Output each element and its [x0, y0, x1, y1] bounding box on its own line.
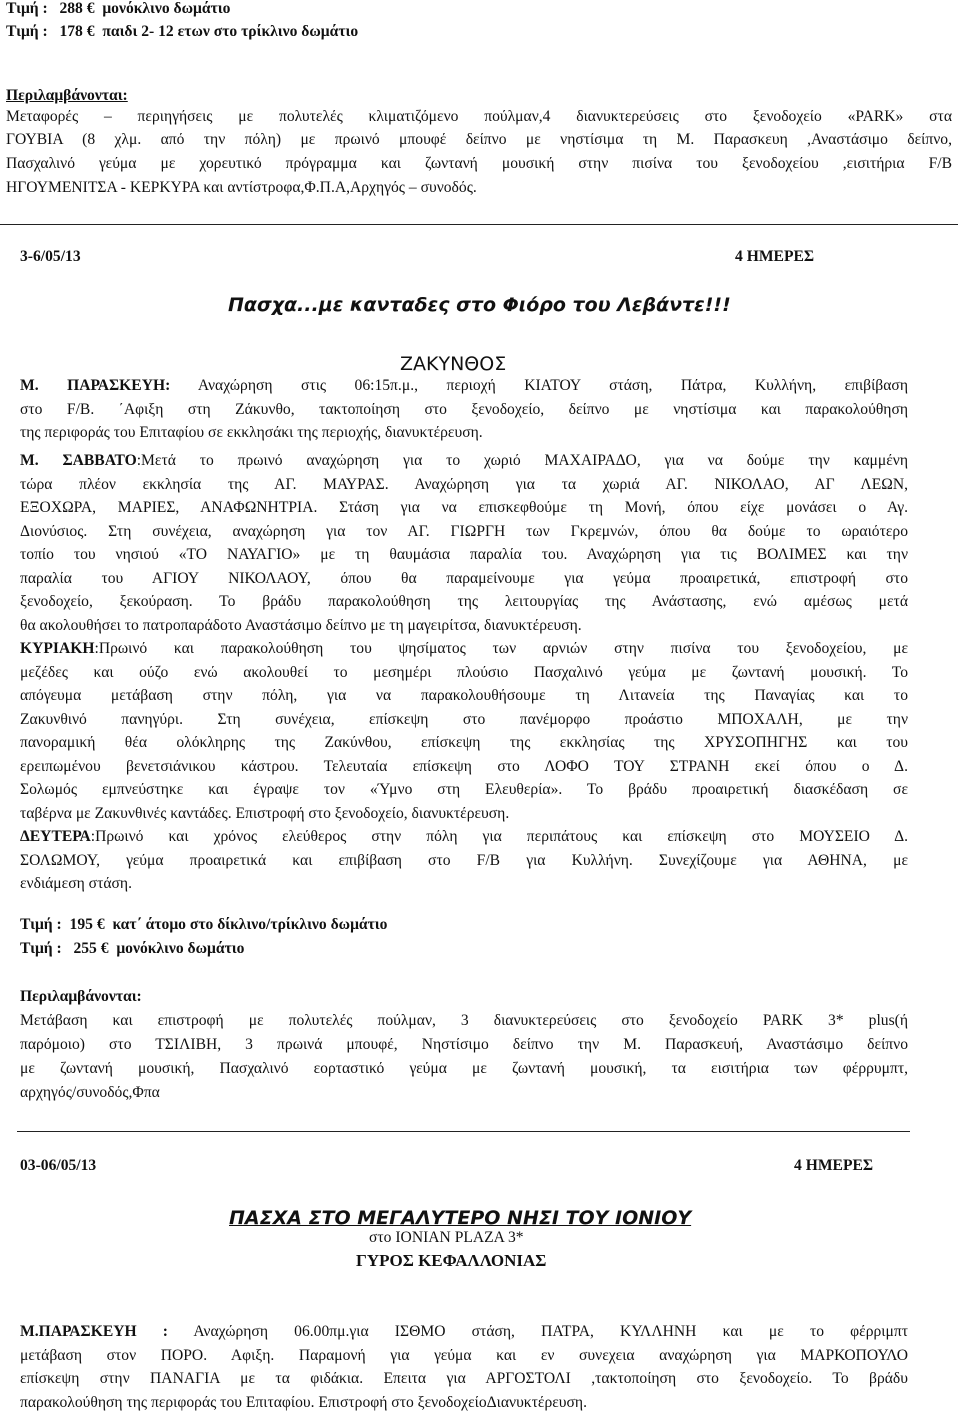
price-description: μονόκλινο δωμάτιο [116, 940, 245, 957]
itinerary-text: Αναχώρηση 06.00πμ.για ΙΣΘΜΟ στάση, ΠΑΤΡΑ, ΚΥΛΛΗΝΗ και με το φέρριμπτ [168, 1323, 908, 1340]
itinerary-line [20, 687, 908, 705]
price-description: κατ΄ άτομο στο δίκλινο/τρίκλινο δωμάτιο [112, 916, 388, 933]
section-divider [0, 224, 958, 225]
tour3-hotel: στο IONIAN PLAZA 3* [369, 1229, 524, 1246]
itinerary-text: μεζέδες και ούζο ενώ ακολουθεί το μεσημέρι πλούσιο Πασχαλινό γεύμα με ζωντανή μουσική. Το [20, 663, 908, 681]
itinerary-line [20, 401, 908, 419]
day-label: Μ.ΠΑΡΑΣΚΕΥΗ : [20, 1323, 168, 1340]
price-amount: 288 € [59, 0, 95, 17]
itinerary-line [20, 781, 908, 799]
itinerary-text: ερειπωμένου βενετσιάνικου κάστρου. Τελευταία επίσκεψη στο ΛΟΦΟ ΤΟΥ ΣΤΡΑΝΗ εκεί όπου ο Δ. [20, 757, 908, 775]
itinerary-line [20, 640, 908, 658]
itinerary-text: ΣΟΛΩΜΟΥ, γεύμα προαιρετικά και επιβίβαση στο F/B για Κυλλήνη. Συνεχίζουμε για ΑΘΗΝΑ, με [20, 851, 908, 869]
itinerary-line [20, 828, 908, 846]
itinerary-text: ΕΞΟΧΩΡΑ, ΜΑΡΙΕΣ, ΑΝΑΦΩΝΗΤΡΙΑ. Στάση για να επισκεφθούμε τη Μονή, όπου είχε μονάσει ο Αγ. [20, 499, 908, 516]
itinerary-text: Αναχώρηση στις 06:15π.μ., περιοχή ΚΙΑΤΟΥ στάση, Πάτρα, Κυλλήνη, επιβίβαση [170, 377, 908, 394]
tour2-includes-line: με ζωντανή μουσική, Πασχαλινό εορταστικό γεύμα με ζωντανή μουσική, τα εισιτήρια των φέρρυμπτ, [20, 1060, 908, 1077]
itinerary-text: :Πρωινό και παρακολούθηση του ψησίματος των αρνιών στην πισίνα του ξενοδοχείου, με [94, 640, 908, 657]
tour3-duration: 4 ΗΜΕΡΕΣ [794, 1157, 874, 1174]
itinerary-text: απόγευμα μετάβαση στην πόλη, για να παρακολουθήσουμε τη Λιτανεία της Παναγίας και το [20, 687, 908, 704]
day-label: ΔΕΥΤΕΡΑ [20, 828, 91, 845]
itinerary-text: επίσκεψη στην ΠΑΝΑΓΙΑ με τα φιδάκια. Επειτα για ΑΡΓΟΣΤΟΛΙ ,τακτοποίηση στο ξενοδοχείο. Το βράδυ [20, 1370, 908, 1387]
tour3-dates: 03-06/05/13 [20, 1157, 97, 1174]
section-divider [17, 1131, 910, 1132]
itinerary-text: τώρα πλέον εκκλησία της ΑΓ. ΜΑΥΡΑΣ. Αναχώρηση για τα χωριά ΑΓ. ΝΙΚΟΛΑΟ, ΑΓ ΛΕΩΝ, [20, 475, 908, 493]
tour3-subtitle: ΓΥΡΟΣ ΚΕΦΑΛΛΟΝΙΑΣ [356, 1251, 547, 1270]
itinerary-line [20, 570, 908, 588]
itinerary-line [20, 711, 908, 729]
itinerary-text: Ζακυνθινό πανηγύρι. Στη συνέχεια, επίσκεψη στο πανέμορφο προάστιο ΜΠΟΧΑΛΗ, με την [20, 710, 908, 728]
tour2-title: Πασχα...με κανταδες στο Φιόρο του Λεβάντε!!! [228, 294, 731, 316]
itinerary-line [20, 758, 908, 776]
itinerary-text: Σολωμός εμπνεύστηκε και έγραψε τον «Ύμνο στη Ελευθερία». Το βράδυ προαιρετική διασκέδαση σε [20, 781, 908, 798]
itinerary-text: τοπίο του νησιού «ΤΟ ΝΑΥΑΓΙΟ» με τη θαυμάσια παραλία του. Αναχώρηση για τις ΒΟΛΙΜΕΣ και την [20, 546, 908, 563]
tour1-includes-line: Πασχαλινό γεύμα με χορευτικό πρόγραμμα και ζωντανή μουσική στην πισίνα του ξενοδοχείου ,εισιτήρια F/B [6, 155, 952, 172]
itinerary-line [20, 1323, 908, 1341]
tour1-includes-label: Περιλαμβάνονται: [6, 87, 128, 104]
itinerary-text: στο F/B. ΄Αφιξη στη Ζάκυνθο, τακτοποίηση στο ξενοδοχείο, δείπνο με νηστίσιμα και παρακολούθηση [20, 400, 908, 418]
itinerary-line [20, 852, 908, 870]
itinerary-line [20, 523, 908, 541]
itinerary-line [20, 499, 908, 517]
itinerary-line [20, 1394, 908, 1412]
itinerary-text: θα ακολουθήσει το πατροπαράδοτο Αναστάσιμο δείπνο με τη μαγειρίτσα, διανυκτέρευση. [20, 616, 582, 634]
itinerary-line [20, 593, 908, 611]
tour1-includes-line: ΓΟΥΒΙΑ (8 χλμ. από την πόλη) με πρωινό μπουφέ δείπνο με νηστίσιμα τη Μ. Παρασκευη ,Αναστάσιμο δείπνο, [6, 131, 952, 148]
tour2-includes-line: παρόμοιο) στο ΤΣΙΛΙΒΗ, 3 πρωινά μπουφέ, Νηστίσιμο δείπνο την Μ. Παρασκευή, Αναστάσιμο δείπνο [20, 1036, 908, 1053]
itinerary-line [20, 805, 908, 823]
tour3-title: ΠΑΣΧΑ ΣΤΟ ΜΕΓΑΛΥΤΕΡΟ ΝΗΣΙ ΤΟΥ ΙΟΝΙΟΥ [229, 1207, 692, 1229]
tour1-price-line-2 [6, 23, 358, 41]
itinerary-line [20, 617, 908, 635]
itinerary-line [20, 546, 908, 564]
itinerary-text: ενδιάμεση στάση. [20, 875, 132, 892]
tour2-includes-label: Περιλαμβάνονται: [20, 988, 142, 1005]
tour2-price-line-2 [20, 940, 244, 958]
price-prefix: Τιμή : [6, 23, 48, 40]
itinerary-text: ξενοδοχείο, ξεκούραση. Το βράδυ παρακολούθηση της λειτουργίας της Ανάστασης, ενώ αμέσως μετά [20, 593, 908, 610]
tour1-includes-line: ΗΓΟΥΜΕΝΙΤΣΑ - ΚΕΡΚΥΡΑ και αντίστροφα,Φ.Π.Α,Αρχηγός – συνοδός. [6, 179, 477, 196]
day-label: Μ. ΠΑΡΑΣΚΕΥΗ: [20, 377, 171, 394]
itinerary-text: της περιφοράς του Επιταφίου σε εκκλησάκι της περιοχής, διανυκτέρευση. [20, 424, 483, 441]
itinerary-line [20, 476, 908, 494]
tour1-price-line-1 [6, 0, 230, 18]
price-amount: 178 € [59, 23, 95, 40]
price-description: παιδι 2- 12 ετων στο τρίκλινο δωμάτιο [102, 23, 359, 40]
price-amount: 195 € [69, 916, 105, 933]
itinerary-line [20, 424, 908, 442]
itinerary-text: :Πρωινό και χρόνος ελεύθερος στην πόλη για περιπάτους και επίσκεψη στο ΜΟΥΣΕΙΟ Δ. [90, 828, 908, 845]
price-prefix: Τιμή : [20, 916, 62, 933]
tour2-price-line-1 [20, 916, 387, 934]
itinerary-text: παρακολούθηση της περιφοράς του Επιταφίου. Επιστροφή στο ξενοδοχείοΔιανυκτέρευση. [20, 1393, 587, 1411]
itinerary-text: ταβέρνα με Ζακυνθινές καντάδες. Επιστροφή στο ξενοδοχείο, διανυκτέρευση. [20, 804, 510, 822]
tour2-includes-line: Μετάβαση και επιστροφή με πολυτελές πούλμαν, 3 διανυκτερεύσεις στο ξενοδοχείο PARK 3* plus(ή [20, 1012, 908, 1029]
itinerary-text: :Μετά το πρωινό αναχώρηση για το χωριό ΜΑΧΑΙΡΑΔΟ, για να δούμε την καμμένη [136, 452, 908, 469]
day-label: ΚΥΡΙΑΚΗ [20, 640, 95, 657]
itinerary-text: πανοραμική θέα ολόκληρης της Ζακύνθου, επίσκεψη της εκκλησίας της ΧΡΥΣΟΠΗΓΗΣ και του [20, 734, 908, 751]
price-description: μονόκλινο δωμάτιο [102, 0, 231, 17]
itinerary-line [20, 1370, 908, 1388]
tour2-destination: ΖΑΚΥΝΘΟΣ [400, 353, 507, 375]
price-amount: 255 € [73, 940, 109, 957]
itinerary-line [20, 452, 908, 470]
day-label: Μ. ΣΑΒΒΑΤΟ [20, 452, 137, 469]
tour2-dates: 3-6/05/13 [20, 248, 81, 265]
itinerary-line [20, 377, 908, 395]
itinerary-line [20, 875, 908, 893]
tour1-includes-line: Μεταφορές – περιηγήσεις με πολυτελές κλιματιζόμενο πούλμαν,4 διανυκτερεύσεις στο ξενοδοχείο «PARK» στα [6, 108, 952, 125]
itinerary-text: μετάβαση στον ΠΟΡΟ. Αφιξη. Παραμονή για γεύμα και εν συνεχεια αναχώρηση για ΜΑΡΚΟΠΟΥΛΟ [20, 1346, 908, 1364]
price-prefix: Τιμή : [20, 940, 62, 957]
itinerary-line [20, 734, 908, 752]
itinerary-line [20, 664, 908, 682]
itinerary-text: παραλία του ΑΓΙΟΥ ΝΙΚΟΛΑΟΥ, όπου θα παραμείνουμε για γεύμα προαιρετικά, επιστροφή στο [20, 569, 908, 587]
tour2-includes-line: αρχηγός/συνοδός,Φπα [20, 1084, 160, 1101]
price-prefix: Τιμή : [6, 0, 48, 17]
itinerary-text: Διονύσιος. Στη συνέχεια, αναχώρηση για τον ΑΓ. ΓΙΩΡΓΗ των Γκρεμνών, όπου θα δούμε το ωραιότερο [20, 522, 908, 540]
tour2-duration: 4 ΗΜΕΡΕΣ [735, 248, 815, 265]
itinerary-line [20, 1347, 908, 1365]
